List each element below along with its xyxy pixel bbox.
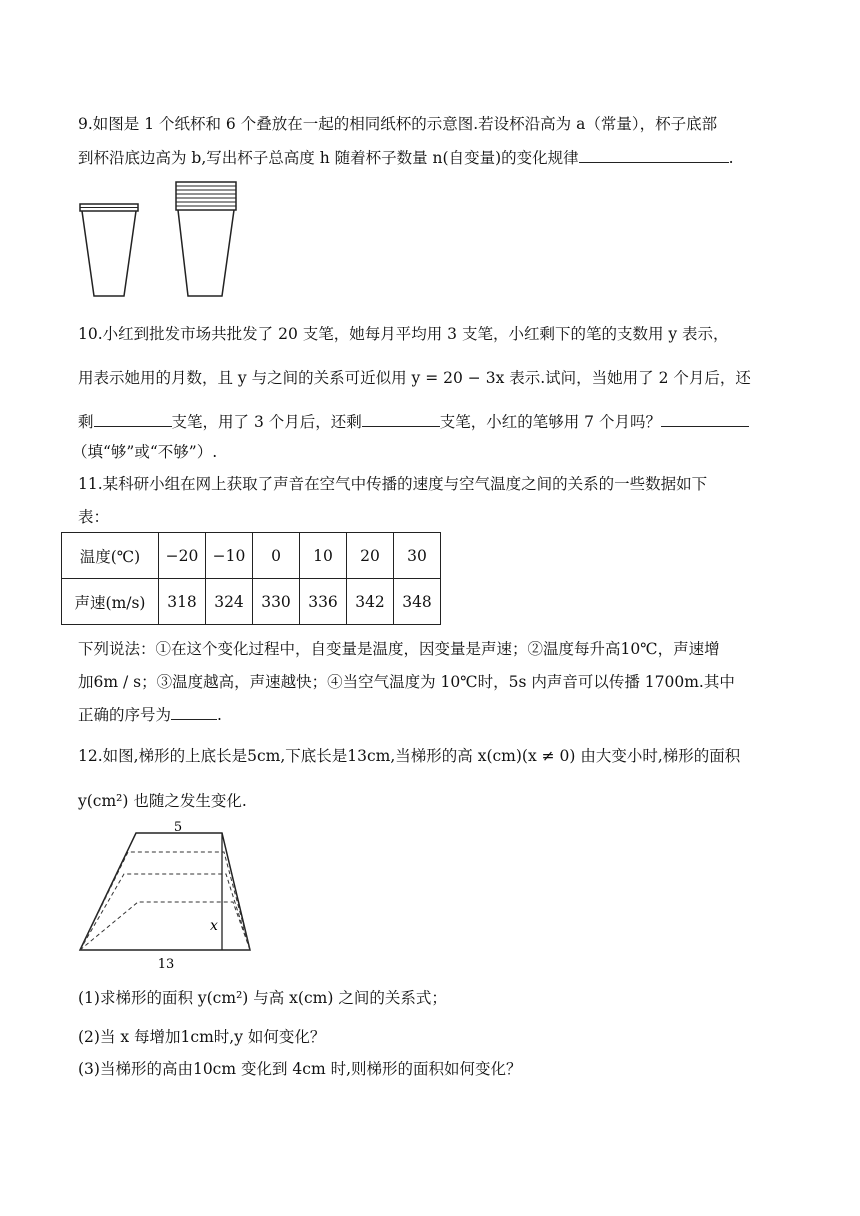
table-cell: 0 <box>253 533 300 579</box>
q11-after3-end: . <box>217 706 222 724</box>
cup-body <box>82 211 136 296</box>
q10-blank-2 <box>362 412 440 427</box>
table-cell: 348 <box>394 579 441 625</box>
q10-line2: 用表示她用的月数，且 y 与之间的关系可近似用 y = 20 − 3x 表示.试问，当她用了 2 个月后，还 <box>78 369 751 387</box>
q11-after1: 下列说法：①在这个变化过程中，自变量是温度，因变量是声速；②温度每升高10℃，声速增 <box>78 640 720 658</box>
dashed-level-1 <box>80 852 250 950</box>
table-cell: 330 <box>253 579 300 625</box>
temperature-speed-table <box>61 532 441 625</box>
q9-line1: 9.如图是 1 个纸杯和 6 个叠放在一起的相同纸杯的示意图.若设杯沿高为 a（常量），杯子底部 <box>78 115 718 133</box>
q11-after3-text: 正确的序号为 <box>78 706 172 724</box>
table-cell: 318 <box>159 579 206 625</box>
stacked-cup-body <box>178 210 234 296</box>
table-header-speed: 声速(m/s) <box>62 579 159 625</box>
q11-after2: 加6m / s；③温度越高，声速越快；④当空气温度为 10℃时，5s 内声音可以传播 1700m.其中 <box>78 673 735 691</box>
q9-line2-end: . <box>728 149 734 167</box>
q11-line1: 11.某科研小组在网上获取了声音在空气中传播的速度与空气温度之间的关系的一些数据如下 <box>78 475 708 493</box>
dashed-level-3 <box>80 902 250 950</box>
q10-line1: 10.小红到批发市场共批发了 20 支笔，她每月平均用 3 支笔，小红剩下的笔的支数用 y 表示， <box>78 325 729 343</box>
q11-answer-blank <box>171 705 217 720</box>
dashed-level-2 <box>80 874 250 950</box>
table-cell: 342 <box>347 579 394 625</box>
table-cell: 324 <box>206 579 253 625</box>
q10-line4: （填“够”或“不够”）. <box>72 443 218 461</box>
q9-answer-blank <box>579 148 729 163</box>
table-cell: 336 <box>300 579 347 625</box>
q12-line1: 12.如图,梯形的上底长是5cm,下底长是13cm,当梯形的高 x(cm)(x ≠ 0) 由大变小时,梯形的面积 <box>78 747 741 765</box>
table-cell: 20 <box>347 533 394 579</box>
q12-line2: y(cm²) 也随之发生变化. <box>78 792 247 810</box>
q10-line3 <box>78 410 749 432</box>
q9-line2-text: 到杯沿底边高为 b,写出杯子总高度 h 随着杯子数量 n(自变量)的变化规律 <box>78 149 579 167</box>
bottom-base-label: 13 <box>157 957 175 972</box>
height-label: x <box>210 918 218 934</box>
q10-line3-a: 剩 <box>78 413 94 431</box>
q12-part1: (1)求梯形的面积 y(cm²) 与高 x(cm) 之间的关系式； <box>78 989 447 1007</box>
table-header-temperature: 温度(℃) <box>62 533 159 579</box>
table-cell: −20 <box>159 533 206 579</box>
top-base-label: 5 <box>173 820 183 835</box>
q10-blank-1 <box>94 412 172 427</box>
trapezoid-outline <box>80 833 250 950</box>
q10-line3-b: 支笔，用了 3 个月后，还剩 <box>171 413 362 431</box>
table-cell: 30 <box>394 533 441 579</box>
q11-line2: 表： <box>78 508 110 526</box>
q11-after3 <box>78 703 222 725</box>
stacked-cups-figure <box>172 178 242 300</box>
table-cell: −10 <box>206 533 253 579</box>
table-cell: 10 <box>300 533 347 579</box>
q9-line2 <box>78 146 734 168</box>
table-row <box>62 579 441 625</box>
trapezoid-figure <box>72 814 262 974</box>
table-row <box>62 533 441 579</box>
q10-blank-3 <box>661 412 749 427</box>
q12-part2: (2)当 x 每增加1cm时,y 如何变化？ <box>78 1028 326 1046</box>
q12-part3: (3)当梯形的高由10cm 变化到 4cm 时,则梯形的面积如何变化？ <box>78 1060 522 1078</box>
single-cup-figure <box>76 198 142 300</box>
q10-line3-c: 支笔，小红的笔够用 7 个月吗？ <box>439 413 661 431</box>
